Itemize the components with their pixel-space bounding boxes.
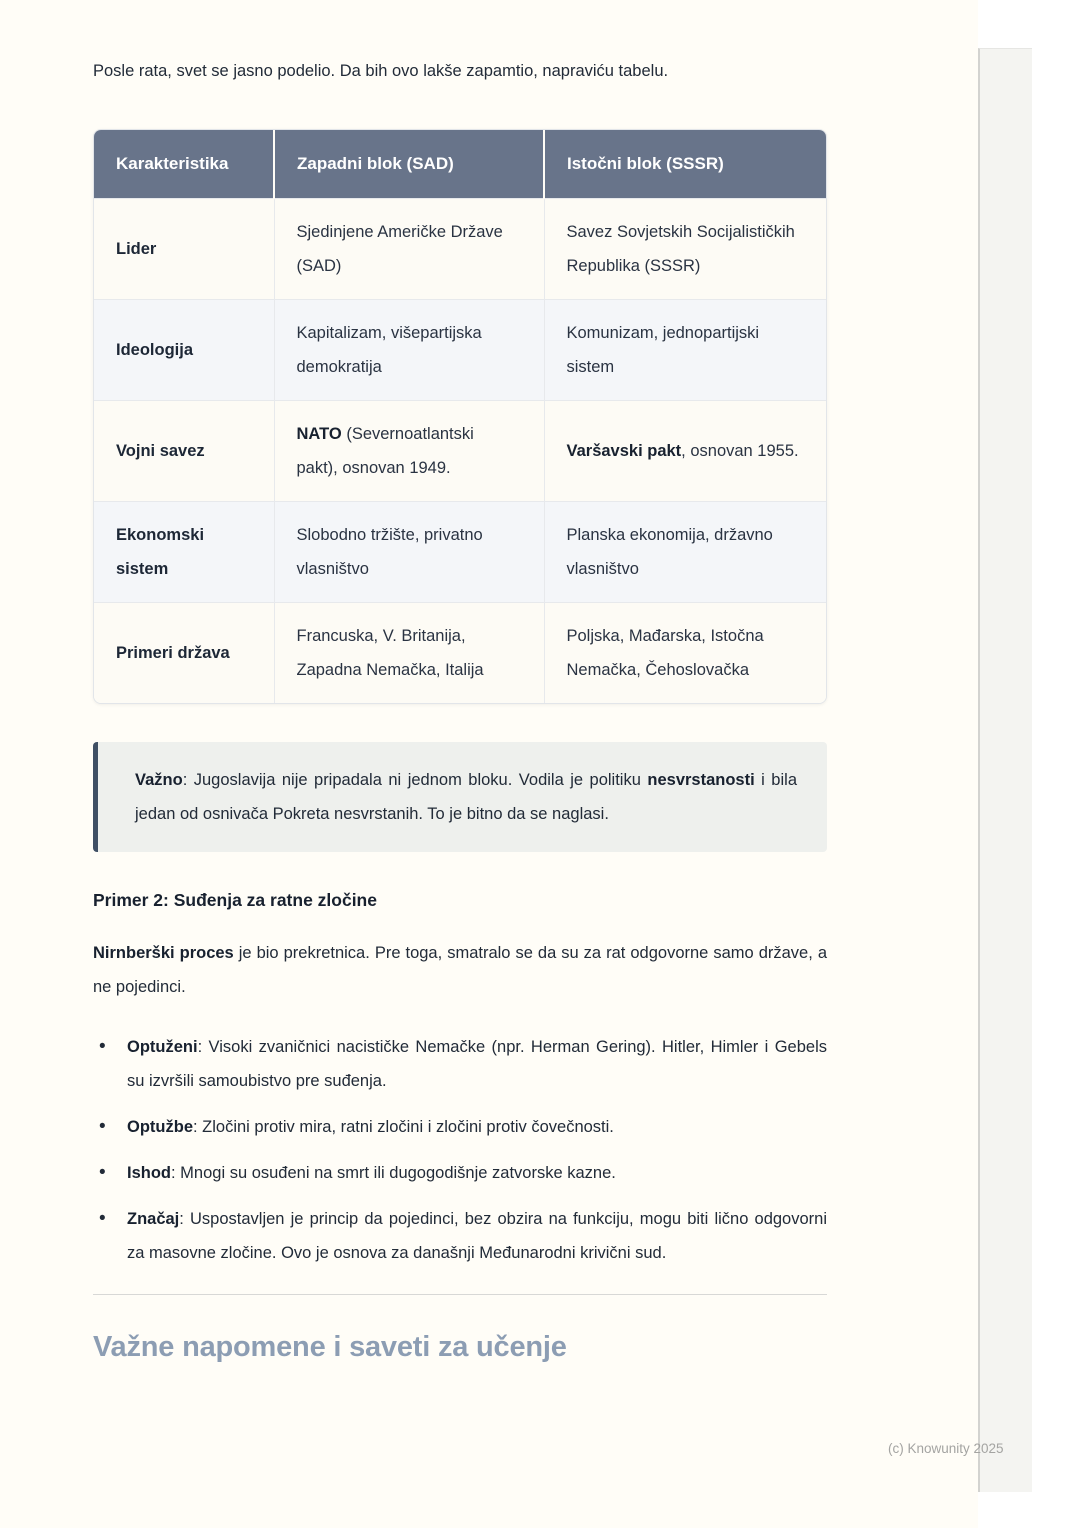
list-item [93,1030,827,1098]
table-header-row [94,130,827,199]
table-row [94,300,827,401]
footer-heading: Važne napomene i saveti za učenje [93,1331,567,1363]
cell-west: Francuska, V. Britanija, Zapadna Nemačka, Italija [274,603,544,704]
row-label: Ekonomski sistem [94,502,274,603]
callout-bold: nesvrstanosti [647,771,755,789]
bullet-text: : Mnogi su osuđeni na smrt ili dugogodišnje zatvorske kazne. [171,1164,616,1182]
bullet-bold: Optuženi [127,1038,198,1056]
row-label: Primeri država [94,603,274,704]
comparison-table [93,129,827,704]
header-karakteristika: Karakteristika [94,130,274,199]
cell-text: (Severnoatlantski pakt), osnovan 1949. [296,425,474,477]
table-row [94,502,827,603]
cell-east: Savez Sovjetskih Socijalističkih Republika (SSSR) [544,199,827,300]
section-divider [93,1294,827,1295]
note-content [93,58,827,1364]
callout-bold: Važno [135,771,183,789]
cell-east: Planska ekonomija, državno vlasništvo [544,502,827,603]
copyright-watermark: (c) Knowunity 2025 [888,1441,1004,1456]
cell-east: Poljska, Mađarska, Istočna Nemačka, Čehoslovačka [544,603,827,704]
important-callout [93,742,827,852]
list-item [93,1156,827,1190]
bullet-list [93,1030,827,1270]
paragraph-text: je bio prekretnica. Pre toga, smatralo se da su za rat odgovorne samo države, a ne pojedinci. [93,944,827,996]
cell-west: Kapitalizam, višepartijska demokratija [274,300,544,401]
bullet-text: : Uspostavljen je princip da pojedinci, bez obzira na funkciju, mogu biti lično odgovorni za masovne zločine. Ovo je osnova za današnji Međunarodni krivični sud. [127,1210,827,1262]
list-item [93,1110,827,1144]
header-zapadni-blok: Zapadni blok (SAD) [274,130,544,199]
row-label: Lider [94,199,274,300]
section-paragraph [93,936,827,1004]
section-heading: Primer 2: Suđenja za ratne zločine [93,890,377,910]
bullet-text: : Zločini protiv mira, ratni zločini i zločini protiv čovečnosti. [193,1118,614,1136]
cell-west: Slobodno tržište, privatno vlasništvo [274,502,544,603]
callout-text: i bila jedan od osnivača Pokreta nesvrstanih. To je bitno da se naglasi. [135,771,797,823]
next-page-edge [978,48,1032,1492]
table-row [94,603,827,704]
row-label: Vojni savez [94,401,274,502]
cell-west: Sjedinjene Američke Države (SAD) [274,199,544,300]
cell-east [544,401,827,502]
table-row [94,199,827,300]
bullet-bold: Značaj [127,1210,180,1228]
bullet-text: : Visoki zvaničnici nacističke Nemačke (npr. Herman Gering). Hitler, Himler i Gebels su izvršili samoubistvo pre suđenja. [127,1038,827,1090]
row-label: Ideologija [94,300,274,401]
header-istocni-blok: Istočni blok (SSSR) [544,130,827,199]
intro-paragraph: Posle rata, svet se jasno podelio. Da bih ovo lakše zapamtio, napraviću tabelu. [93,62,669,80]
bullet-bold: Ishod [127,1164,171,1182]
bullet-bold: Optužbe [127,1118,193,1136]
table-row [94,401,827,502]
paragraph-bold: Nirnberški proces [93,944,234,962]
cell-bold-text: NATO [296,425,342,443]
callout-text: : Jugoslavija nije pripadala ni jednom bloku. Vodila je politiku [182,771,648,789]
cell-west [274,401,544,502]
list-item [93,1202,827,1270]
cell-east: Komunizam, jednopartijski sistem [544,300,827,401]
cell-text: , osnovan 1955. [681,442,799,460]
cell-bold-text: Varšavski pakt [566,442,682,460]
